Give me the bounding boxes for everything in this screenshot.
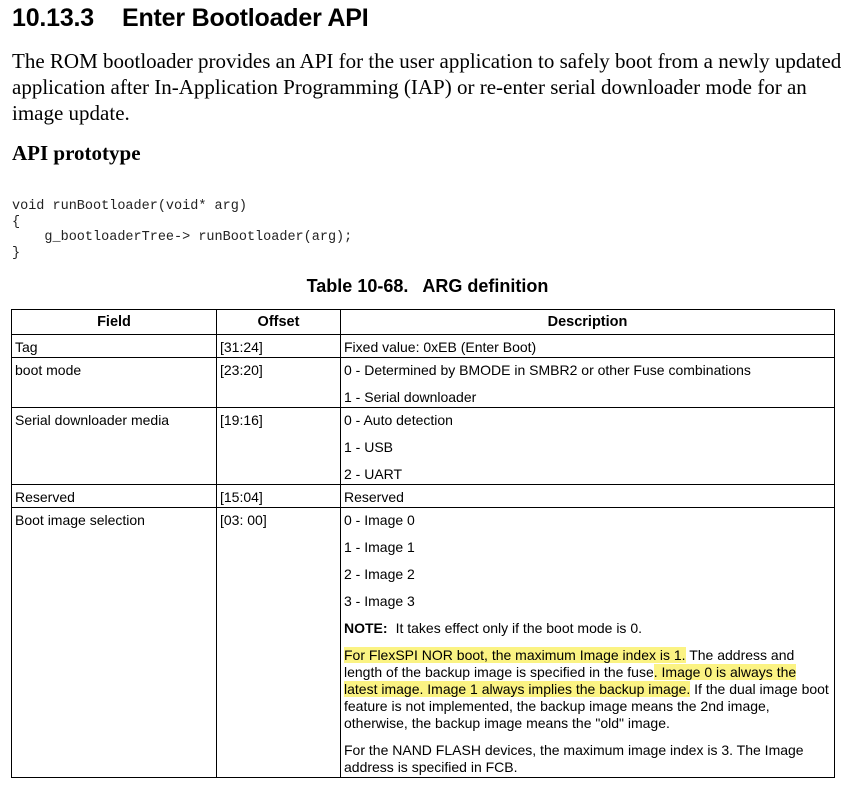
description-cell [341,358,835,408]
description-cell [341,508,835,778]
note-text: It takes effect only if the boot mode is 0. [395,620,642,636]
field-cell: boot mode [12,358,217,408]
column-header-description: Description [341,310,835,335]
code-block [12,199,352,261]
table-row [12,485,835,508]
offset-cell: [19:16] [217,408,341,485]
table-title: ARG definition [422,276,549,296]
highlighted-text: For FlexSPI NOR boot, the maximum Image index is 1. [344,647,686,663]
code-line: void runBootloader(void* arg) [12,199,247,214]
offset-cell: [15:04] [217,485,341,508]
description-line: 0 - Image 0 [344,512,415,528]
description-line: 2 - UART [344,466,403,482]
arg-definition-table [11,309,835,778]
field-cell: Serial downloader media [12,408,217,485]
description-line: 1 - USB [344,439,394,455]
description-line: 0 - Determined by BMODE in SMBR2 or other Fuse combinations [344,362,751,378]
section-heading [12,4,369,33]
intro-paragraph: The ROM bootloader provides an API for the user application to safely boot from a newly updated application after In-Application Programming (IAP) or re-enter serial downloader mode for an image update. [12,49,842,125]
code-line: g_bootloaderTree-> runBootloader(arg); [12,230,353,245]
section-title: Enter Bootloader API [122,4,369,32]
description-line: 0 - Auto detection [344,412,453,428]
column-header-offset: Offset [217,310,341,335]
field-cell: Boot image selection [12,508,217,778]
column-header-field: Field [12,310,217,335]
table-header-row [12,310,835,335]
description-line: 2 - Image 2 [344,566,415,582]
code-line: { [12,214,21,230]
description-line: 1 - Serial downloader [344,389,477,405]
paragraph-text: If the dual image boot feature is not implemented, the backup image means the 2nd image, otherwise, the backup image means the "old" image. [344,681,829,731]
field-cell: Reserved [12,485,217,508]
nand-paragraph: For the NAND FLASH devices, the maximum image index is 3. The Image address is specified in FCB. [344,742,804,775]
flexspi-paragraph [344,647,831,732]
table-row [12,408,835,485]
offset-cell: [23:20] [217,358,341,408]
highlighted-text: . Image 0 is always the latest image. Image 1 always implies the backup image. [344,664,797,697]
api-prototype-heading: API prototype [12,141,141,165]
section-number: 10.13.3 [12,4,95,32]
description-line: Fixed value: 0xEB (Enter Boot) [344,339,537,355]
note-label: NOTE: [344,620,388,636]
table-caption [0,276,855,297]
description-line: 3 - Image 3 [344,593,415,609]
paragraph-text: The address and length of the backup image is specified in the fuse [344,647,795,680]
table-number: Table 10-68. [306,276,409,296]
offset-cell: [03: 00] [217,508,341,778]
description-line: 1 - Image 1 [344,539,415,555]
note-line [344,620,831,637]
description-cell [341,485,835,508]
description-line: Reserved [344,489,404,505]
offset-cell: [31:24] [217,335,341,358]
description-cell [341,335,835,358]
field-cell: Tag [12,335,217,358]
code-line: } [12,245,21,261]
description-cell [341,408,835,485]
table-row [12,335,835,358]
table-row [12,358,835,408]
table-row [12,508,835,778]
